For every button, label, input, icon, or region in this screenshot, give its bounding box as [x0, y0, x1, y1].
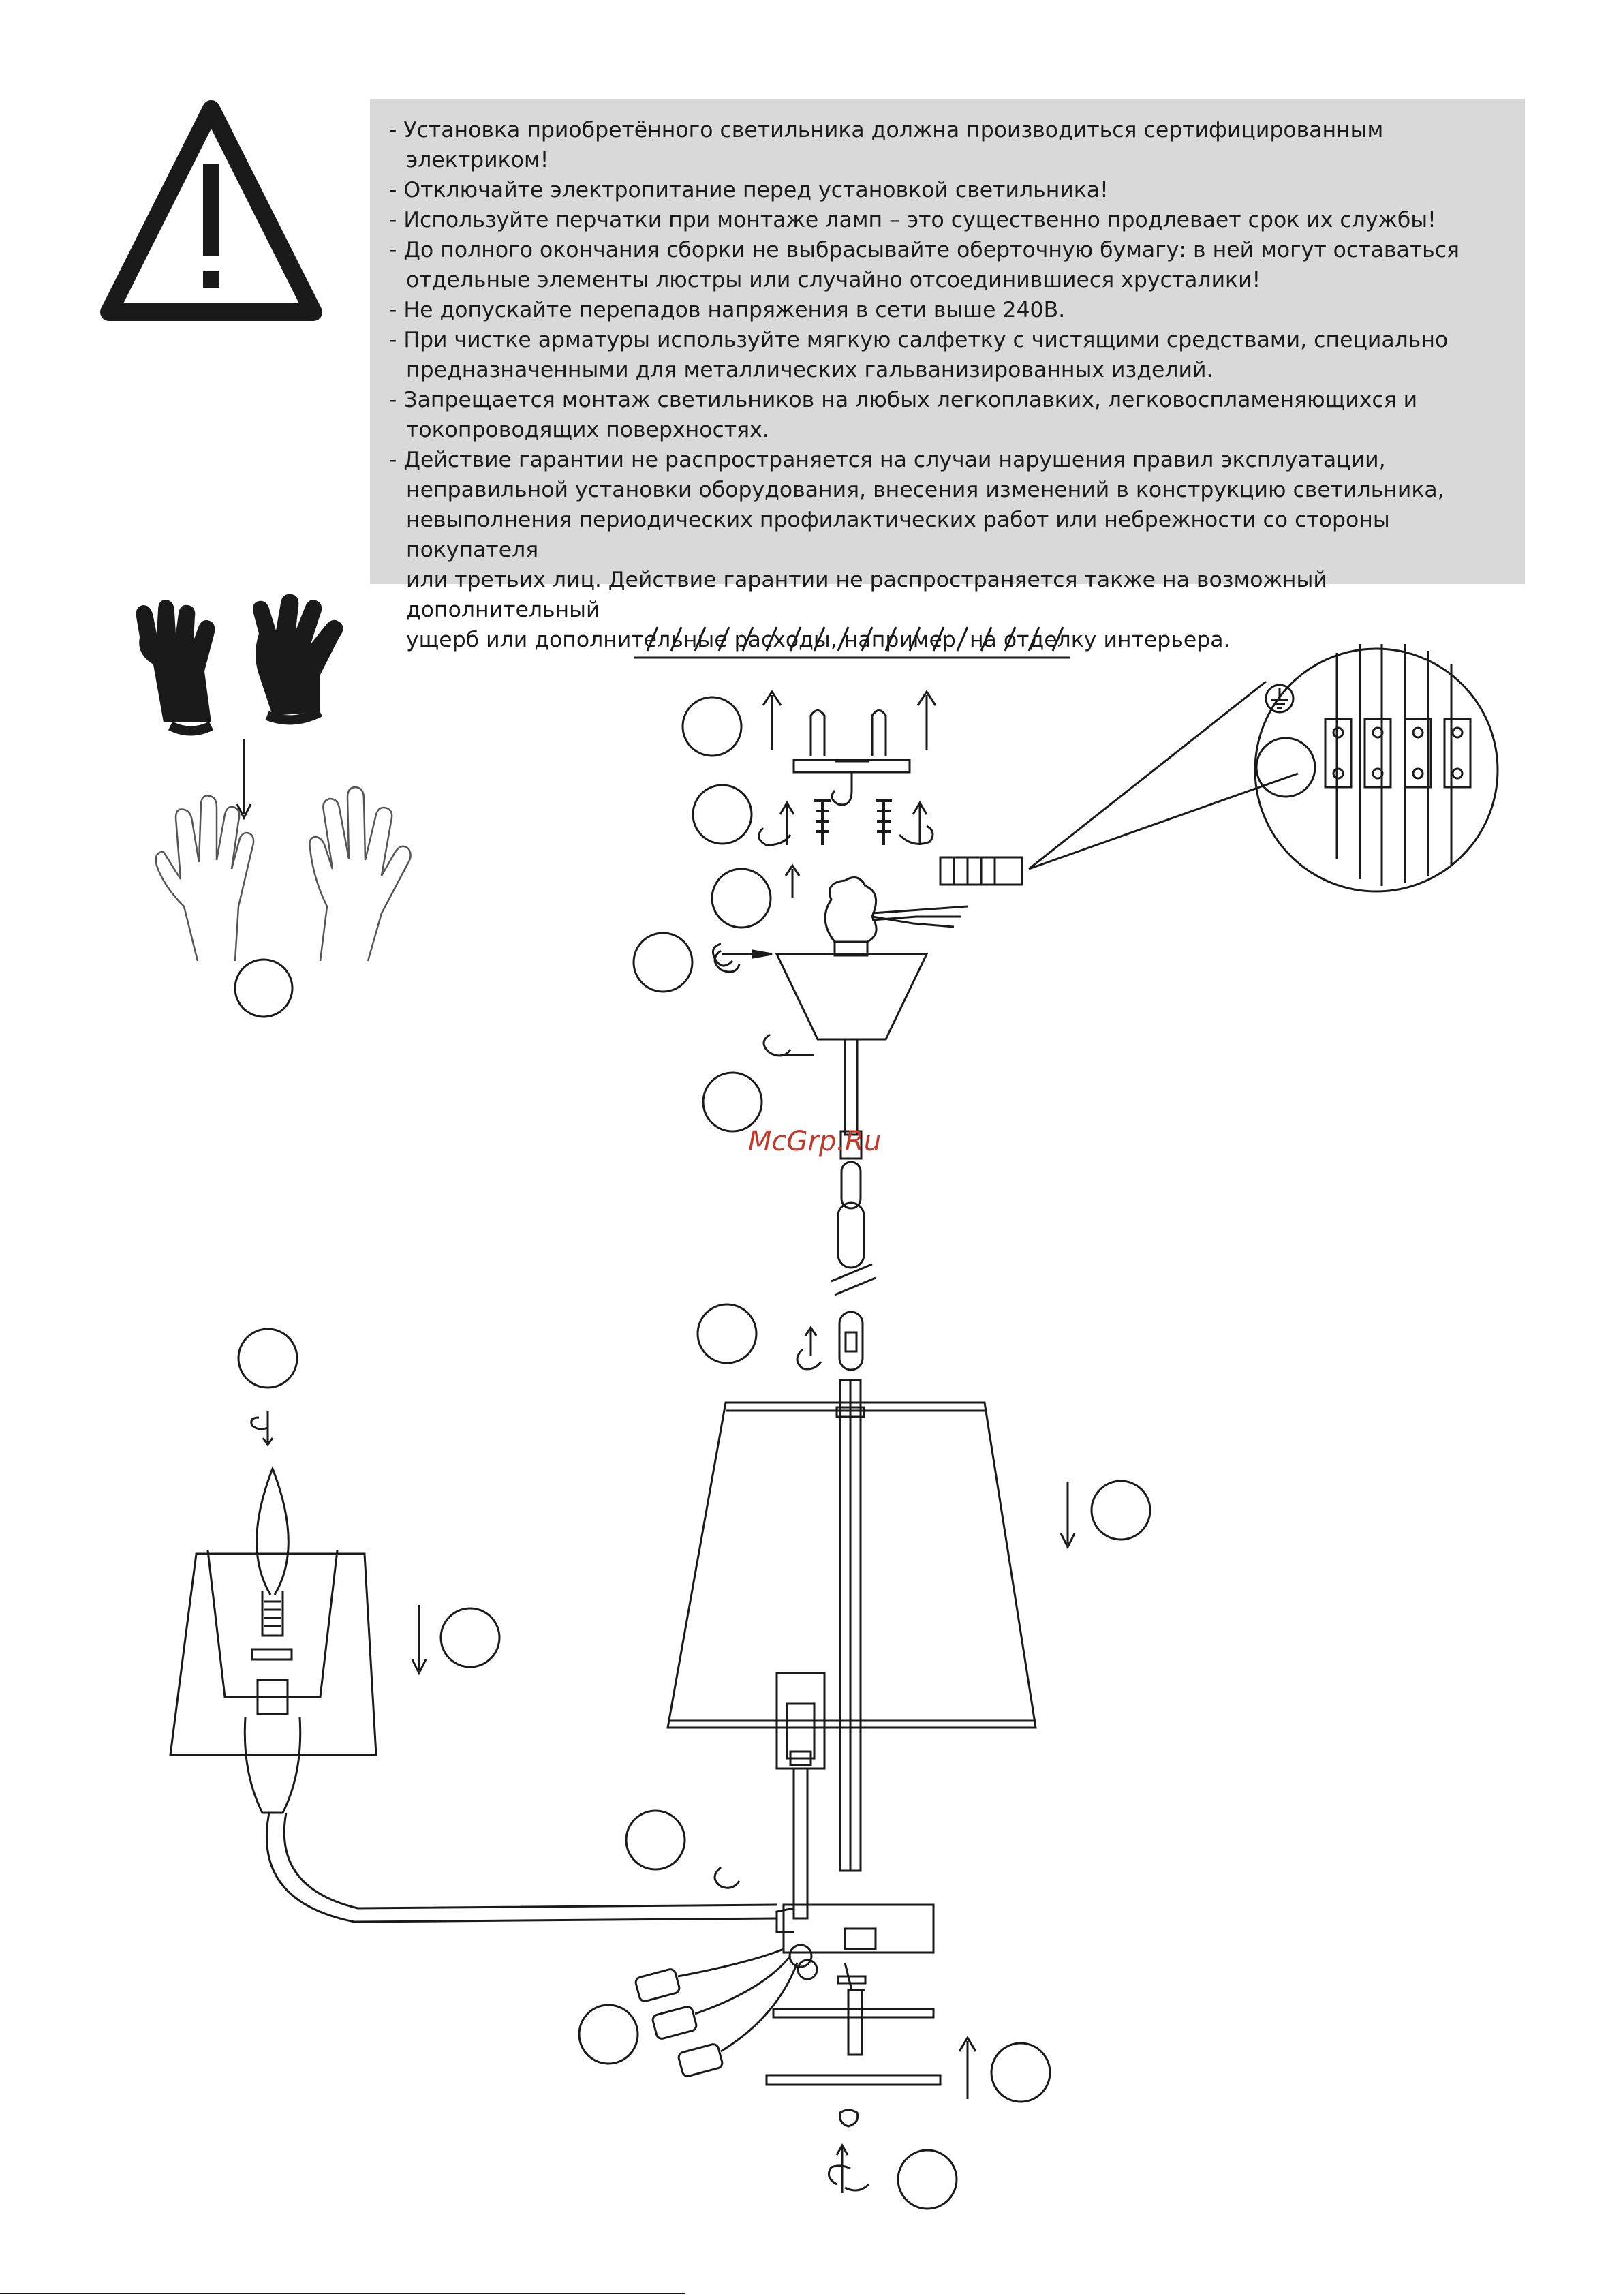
- warning-item: - До полного окончания сборки не выбрасывайте оберточную бумагу: в ней могут оставаться отдельные элементы люстры или случайно отсоединившиеся хрусталики!: [389, 238, 1459, 292]
- canopy: [713, 857, 1022, 1039]
- warning-item: - Действие гарантии не распространяется на случаи нарушения правил эксплуатации, неправильной установки оборудования, внесения изменений в конструкцию светильника, невыполнения периодических профилактических работ или небрежности со стороны покупателя или третьих лиц. Действие гарантии не распространяется также на возможный дополнительный ущерб или дополнительные расходы, например, на отделку интерьера.: [389, 448, 1444, 652]
- mounting-bracket: [794, 711, 910, 805]
- lamp-shade-large: [668, 1380, 1036, 1871]
- warning-item: - Используйте перчатки при монтаже ламп – это существенно продлевает срок их службы!: [389, 208, 1436, 232]
- chain: [797, 1039, 876, 1370]
- watermark: McGrp.Ru: [748, 1126, 882, 1157]
- ground-symbol-icon: [1266, 685, 1293, 712]
- wiring-callout: [1029, 644, 1498, 891]
- warning-item: - При чистке арматуры используйте мягкую салфетку с чистящими средствами, специально предназначенными для металлических гальванизированных изделий.: [389, 328, 1449, 382]
- ceiling-hatch: [634, 627, 1070, 658]
- lamp-sockets: [634, 1945, 865, 2077]
- gloves-icon: [136, 594, 343, 731]
- bare-hands-icon: [156, 787, 411, 961]
- warning-item: - Отключайте электропитание перед установкой светильника!: [389, 178, 1109, 202]
- warning-item: - Установка приобретённого светильника должна производиться сертифицированным электриком!: [389, 118, 1384, 172]
- warning-item: - Запрещается монтаж светильников на любых легкоплавких, легковоспламеняющихся и токопроводящих поверхностях.: [389, 388, 1418, 442]
- candle-arm: [715, 1673, 933, 1953]
- warning-item: - Не допускайте перепадов напряжения в сети выше 240В.: [389, 298, 1066, 322]
- step-markers: [235, 697, 1315, 2209]
